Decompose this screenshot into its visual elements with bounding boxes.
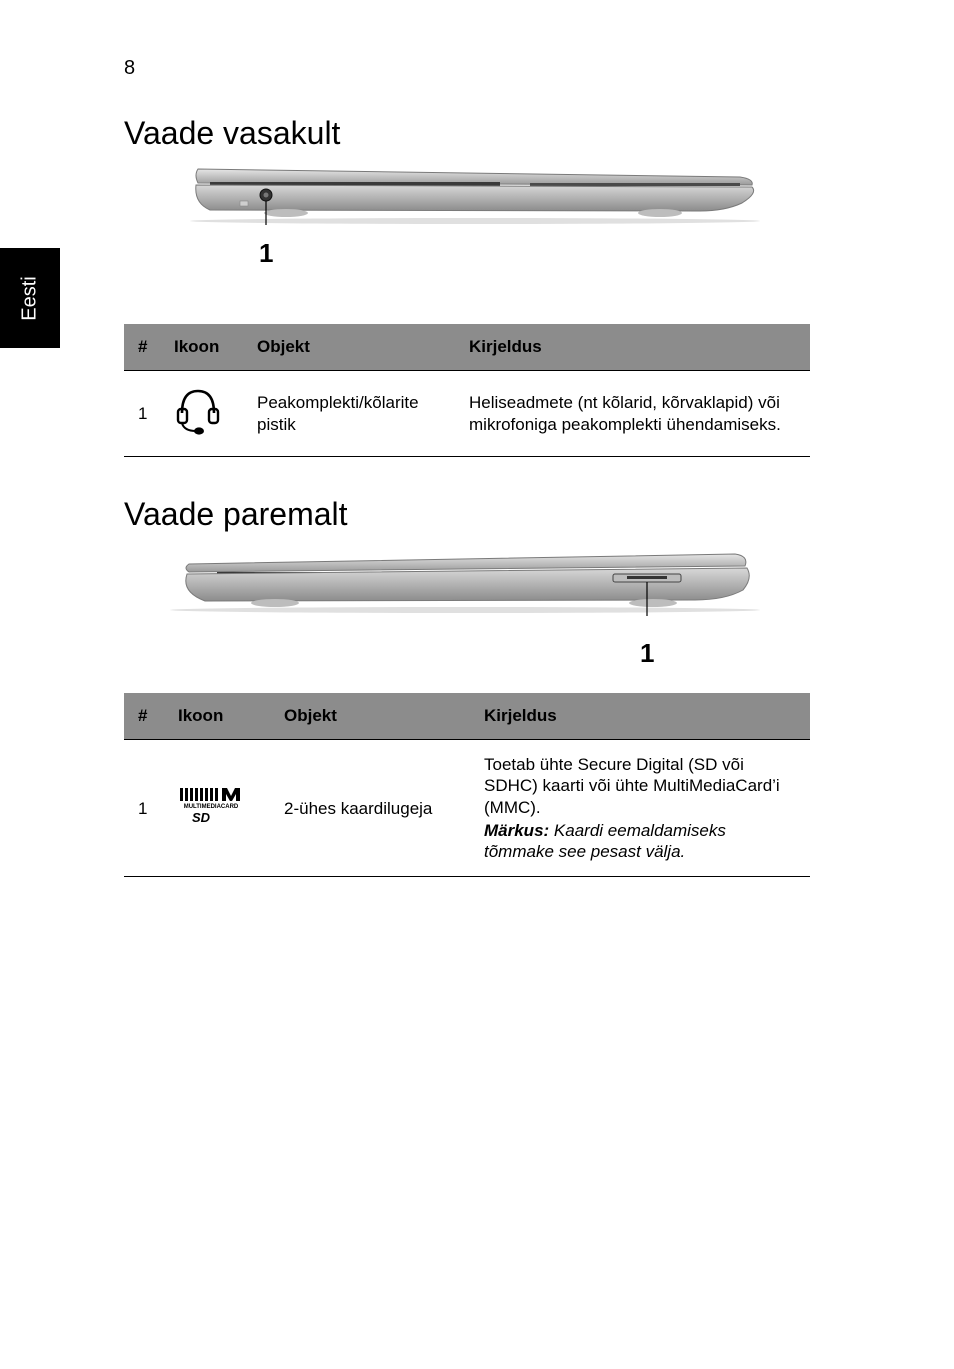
right-ports-table [124, 693, 810, 877]
header-object: Objekt [274, 693, 474, 740]
note-text: Kaardi eemaldamiseks tõmmake see pesast välja. [484, 820, 726, 861]
left-view-title: Vaade vasakult [124, 115, 341, 151]
row-number: 1 [124, 371, 164, 457]
row-object: 2-ühes kaardilugeja [274, 740, 474, 877]
header-description: Kirjeldus [474, 693, 810, 740]
left-ports-table [124, 324, 810, 457]
headset-icon [174, 385, 222, 437]
card-reader-icon-text-top: MULTIMEDIACARD [183, 803, 239, 810]
page-number: 8 [124, 57, 136, 79]
right-callout-number: 1 [640, 638, 655, 668]
note-label: Märkus: [484, 820, 550, 840]
card-reader-icon [178, 786, 244, 826]
row-description: Heliseadmete (nt kõlarid, kõrvaklapid) või mikrofoniga peakomplekti ühendamiseks. [459, 371, 810, 457]
header-number: # [124, 324, 164, 371]
language-tab-label: Eesti [18, 275, 41, 321]
table-header-row [124, 324, 810, 371]
row-note [484, 820, 800, 863]
row-object: Peakomplekti/kõlarite pistik [247, 371, 459, 457]
row-number: 1 [124, 740, 168, 877]
left-callout-number: 1 [259, 238, 274, 268]
card-reader-icon-text-bottom: SD [192, 809, 211, 825]
header-description: Kirjeldus [459, 324, 810, 371]
table-row [124, 740, 810, 877]
header-icon: Ikoon [168, 693, 274, 740]
language-tab [0, 248, 60, 348]
row-description-cell [474, 740, 810, 877]
header-icon: Ikoon [164, 324, 247, 371]
header-number: # [124, 693, 168, 740]
laptop-right-side-image [165, 548, 770, 616]
header-object: Objekt [247, 324, 459, 371]
table-header-row [124, 693, 810, 740]
laptop-left-side-image [180, 163, 770, 225]
table-row [124, 371, 810, 457]
right-view-title: Vaade paremalt [124, 496, 348, 532]
row-description: Toetab ühte Secure Digital (SD või SDHC) kaarti või ühte MultiMediaCard’i (MMC). [484, 755, 780, 817]
